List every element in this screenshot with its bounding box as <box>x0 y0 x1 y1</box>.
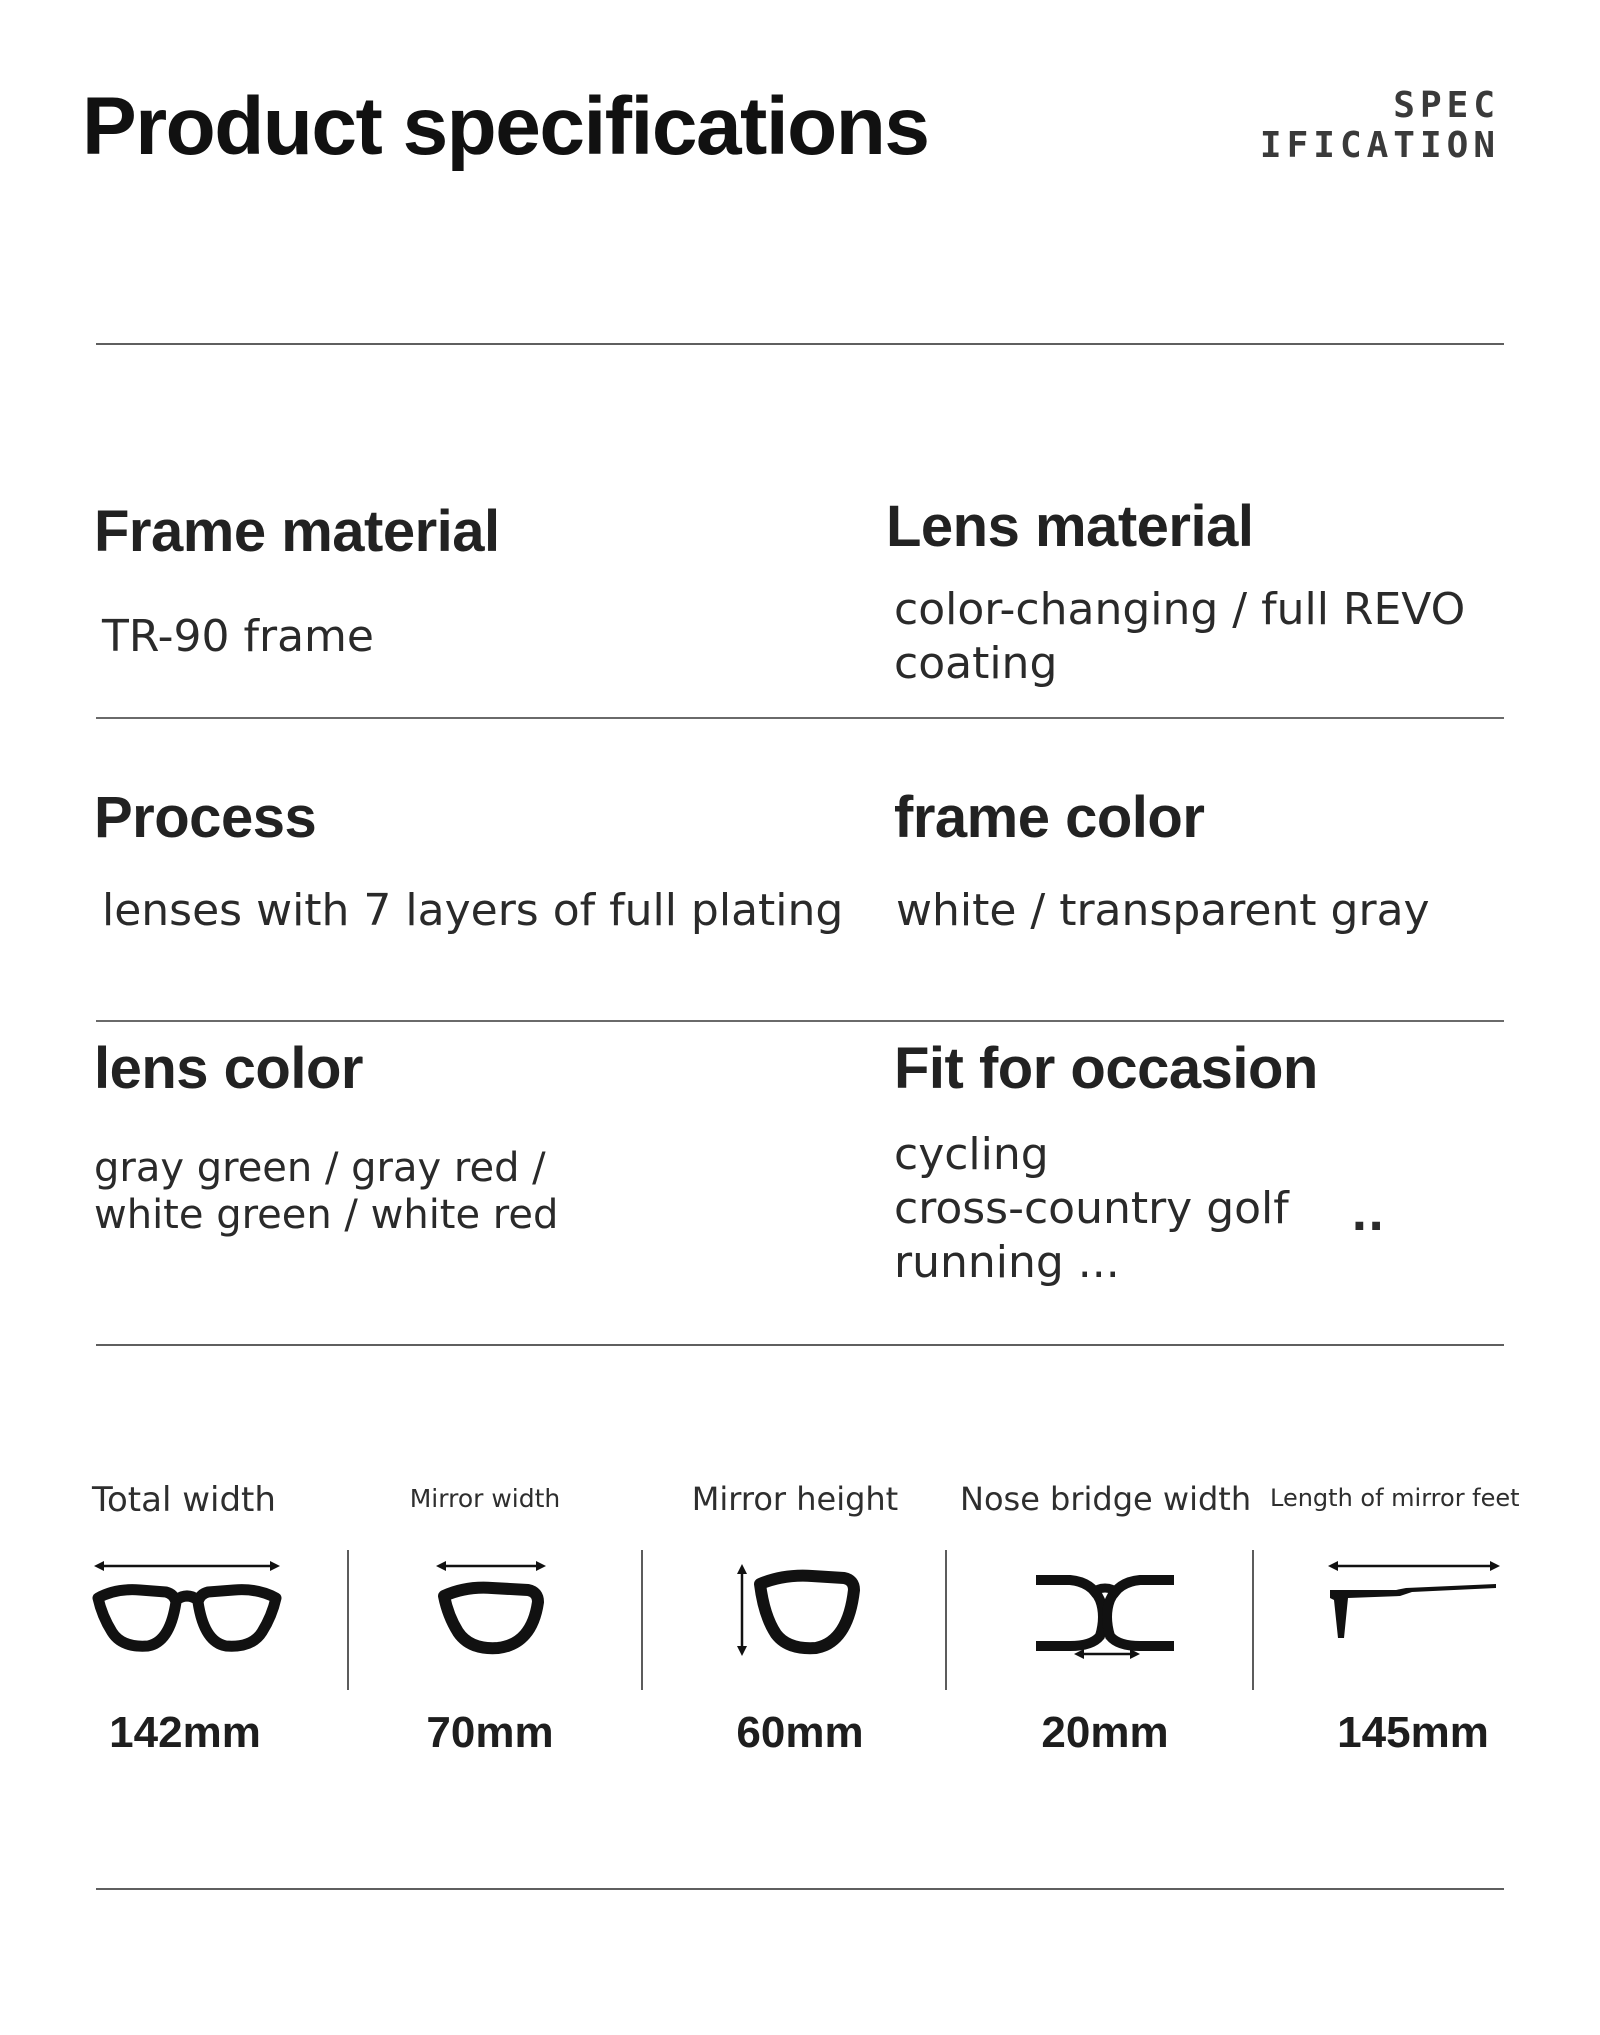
specification-mark <box>1260 86 1500 166</box>
lens-height-icon <box>732 1562 862 1662</box>
frame-color-value: white / transparent gray <box>896 885 1430 936</box>
row-2-divider <box>96 1020 1504 1022</box>
measurement-divider <box>641 1550 643 1690</box>
measurement-value: 20mm <box>1041 1708 1169 1757</box>
lens-material-value-line-1: color-changing / full REVO <box>894 584 1466 635</box>
measurement-value: 145mm <box>1337 1708 1489 1757</box>
occasion-value-line-3: running ... <box>894 1237 1120 1288</box>
specification-mark-line-2: IFICATION <box>1259 125 1500 166</box>
measurement-divider <box>1252 1550 1254 1690</box>
measurement-value: 142mm <box>109 1708 261 1757</box>
occasion-value <box>894 1128 1289 1290</box>
measurement-divider <box>945 1550 947 1690</box>
temple-length-icon <box>1326 1556 1502 1642</box>
frame-color-label: frame color <box>894 785 1205 850</box>
full-glasses-width-icon <box>92 1550 282 1660</box>
frame-material-label: Frame material <box>94 499 500 564</box>
measurement-temple-length <box>1270 1480 1520 1512</box>
measurement-value: 70mm <box>426 1708 554 1757</box>
frame-material-value: TR-90 frame <box>102 611 374 662</box>
specs-bottom-divider <box>96 1344 1504 1346</box>
lens-material-value-line-2: coating <box>894 638 1058 689</box>
measurement-value: 60mm <box>736 1708 864 1757</box>
process-label: Process <box>94 785 317 850</box>
lens-material-label: Lens material <box>886 494 1254 559</box>
occasion-label: Fit for occasion <box>894 1036 1318 1101</box>
lens-material-value <box>894 583 1465 691</box>
measurement-mirror-height <box>680 1480 910 1518</box>
occasion-trailing-dots: .. <box>1351 1190 1385 1241</box>
lens-color-value-line-2: white green / white red <box>94 1192 559 1238</box>
measurement-label: Total width <box>92 1480 276 1520</box>
measurement-total-width <box>60 1480 300 1520</box>
lens-color-label: lens color <box>94 1036 363 1101</box>
occasion-value-line-2: cross-country golf <box>894 1183 1289 1234</box>
lens-color-value <box>94 1145 558 1239</box>
measurement-label: Length of mirror feet <box>1270 1484 1520 1512</box>
measurement-nose-bridge-width <box>960 1480 1250 1518</box>
lens-color-value-line-1: gray green / gray red / <box>94 1145 546 1191</box>
page-bottom-divider <box>96 1888 1504 1890</box>
page-title: Product specifications <box>82 81 929 172</box>
lens-width-icon <box>434 1550 548 1660</box>
occasion-value-line-1: cycling <box>894 1129 1049 1180</box>
measurement-label: Mirror height <box>691 1480 899 1518</box>
nose-bridge-icon <box>1030 1560 1180 1660</box>
measurement-divider <box>347 1550 349 1690</box>
process-value: lenses with 7 layers of full plating <box>102 885 844 936</box>
specification-mark-line-1: SPEC <box>1393 85 1500 126</box>
measurement-label: Nose bridge width <box>960 1480 1252 1518</box>
header-divider <box>96 343 1504 345</box>
row-1-divider <box>96 717 1504 719</box>
measurement-label: Mirror width <box>409 1484 561 1513</box>
measurement-mirror-width <box>380 1480 590 1513</box>
